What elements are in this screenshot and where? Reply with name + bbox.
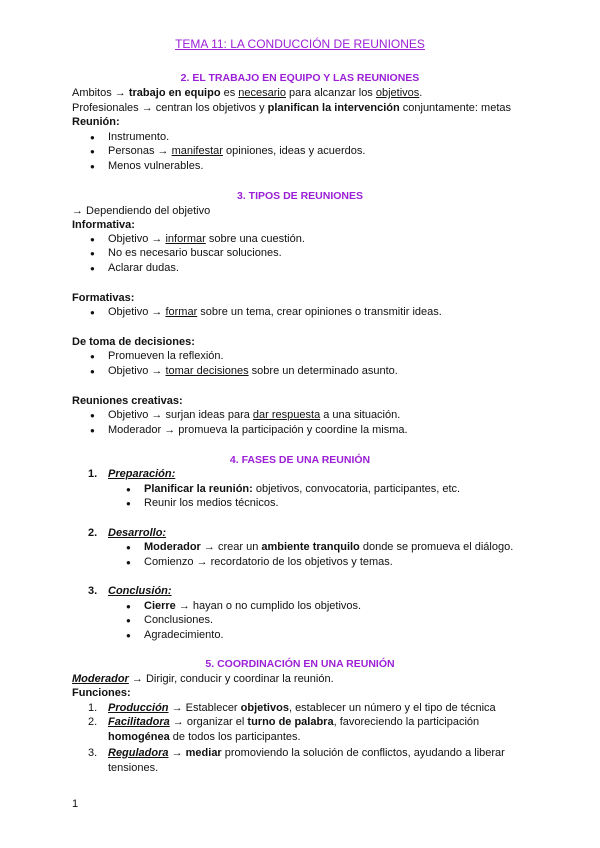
section-2-heading: 2. EL TRABAJO EN EQUIPO Y LAS REUNIONES [180,72,420,84]
list-item: ● Moderador → promueva la participación y coordine la misma. [108,424,408,437]
list-item: ● Objetivo → informar sobre una cuestión. [108,233,305,246]
funcion-reguladora: 3. Reguladora → mediar promoviendo la solución de conflictos, ayudando a liberar [88,747,505,759]
list-item: ● Objetivo → surjan ideas para dar respuesta a una situación. [108,409,400,422]
list-item: ● Conclusiones. [144,614,213,627]
decisiones-label: De toma de decisiones: [72,336,195,348]
funciones-label: Funciones: [72,687,131,699]
list-item: ● Moderador → crear un ambiente tranquilo donde se promueva el diálogo. [144,541,513,554]
moderador-line: Moderador → Dirigir, conducir y coordinar la reunión. [72,673,334,685]
phase-desarrollo: 2. Desarrollo: [88,527,167,539]
list-item: ● Cierre → hayan o no cumplido los objetivos. [144,600,361,613]
list-item: ● No es necesario buscar soluciones. [108,247,282,260]
s3-intro: → Dependiendo del objetivo [72,205,211,217]
list-item: ● Objetivo → tomar decisiones sobre un determinado asunto. [108,365,398,378]
s2-line-profesionales: Profesionales → centran los objetivos y planifican la intervención conjuntamente: metas [72,102,511,114]
document-title: TEMA 11: LA CONDUCCIÓN DE REUNIONES [175,37,425,51]
list-item: ● Promueven la reflexión. [108,350,224,363]
section-5-heading: 5. COORDINACIÓN EN UNA REUNIÓN [205,658,395,670]
informativa-label: Informativa: [72,219,135,231]
section-4-heading: 4. FASES DE UNA REUNIÓN [229,454,371,466]
s2-line-ambitos: Ambitos → trabajo en equipo es necesario para alcanzar los objetivos. [72,87,423,99]
list-item: ● Reunir los medios técnicos. [144,497,279,510]
list-item: ● Instrumento. [108,131,169,144]
phase-preparacion: 1. Preparación: [88,468,176,480]
funcion-reguladora-cont: tensiones. [108,762,159,774]
phase-conclusion: 3. Conclusión: [88,585,172,597]
list-item: ● Agradecimiento. [144,629,224,642]
s2-reunion-label: Reunión: [72,116,120,128]
list-item: ● Personas → manifestar opiniones, ideas y acuerdos. [108,145,365,158]
section-3-heading: 3. TIPOS DE REUNIONES [236,190,364,202]
list-item: ● Aclarar dudas. [108,262,179,275]
funcion-facilitadora-cont: homogénea de todos los participantes. [108,731,301,743]
list-item: ● Planificar la reunión: objetivos, convocatoria, participantes, etc. [144,483,460,496]
page-number: 1 [72,798,79,810]
creativas-label: Reuniones creativas: [72,395,183,407]
funcion-produccion: 1. Producción → Establecer objetivos, establecer un número y el tipo de técnica [88,702,496,714]
list-item: ● Objetivo → formar sobre un tema, crear opiniones o transmitir ideas. [108,306,442,319]
list-item: ● Comienzo → recordatorio de los objetivos y temas. [144,556,393,569]
list-item: ● Menos vulnerables. [108,160,203,173]
formativas-label: Formativas: [72,292,135,304]
funcion-facilitadora: 2. Facilitadora → organizar el turno de palabra, favoreciendo la participación [88,716,480,728]
